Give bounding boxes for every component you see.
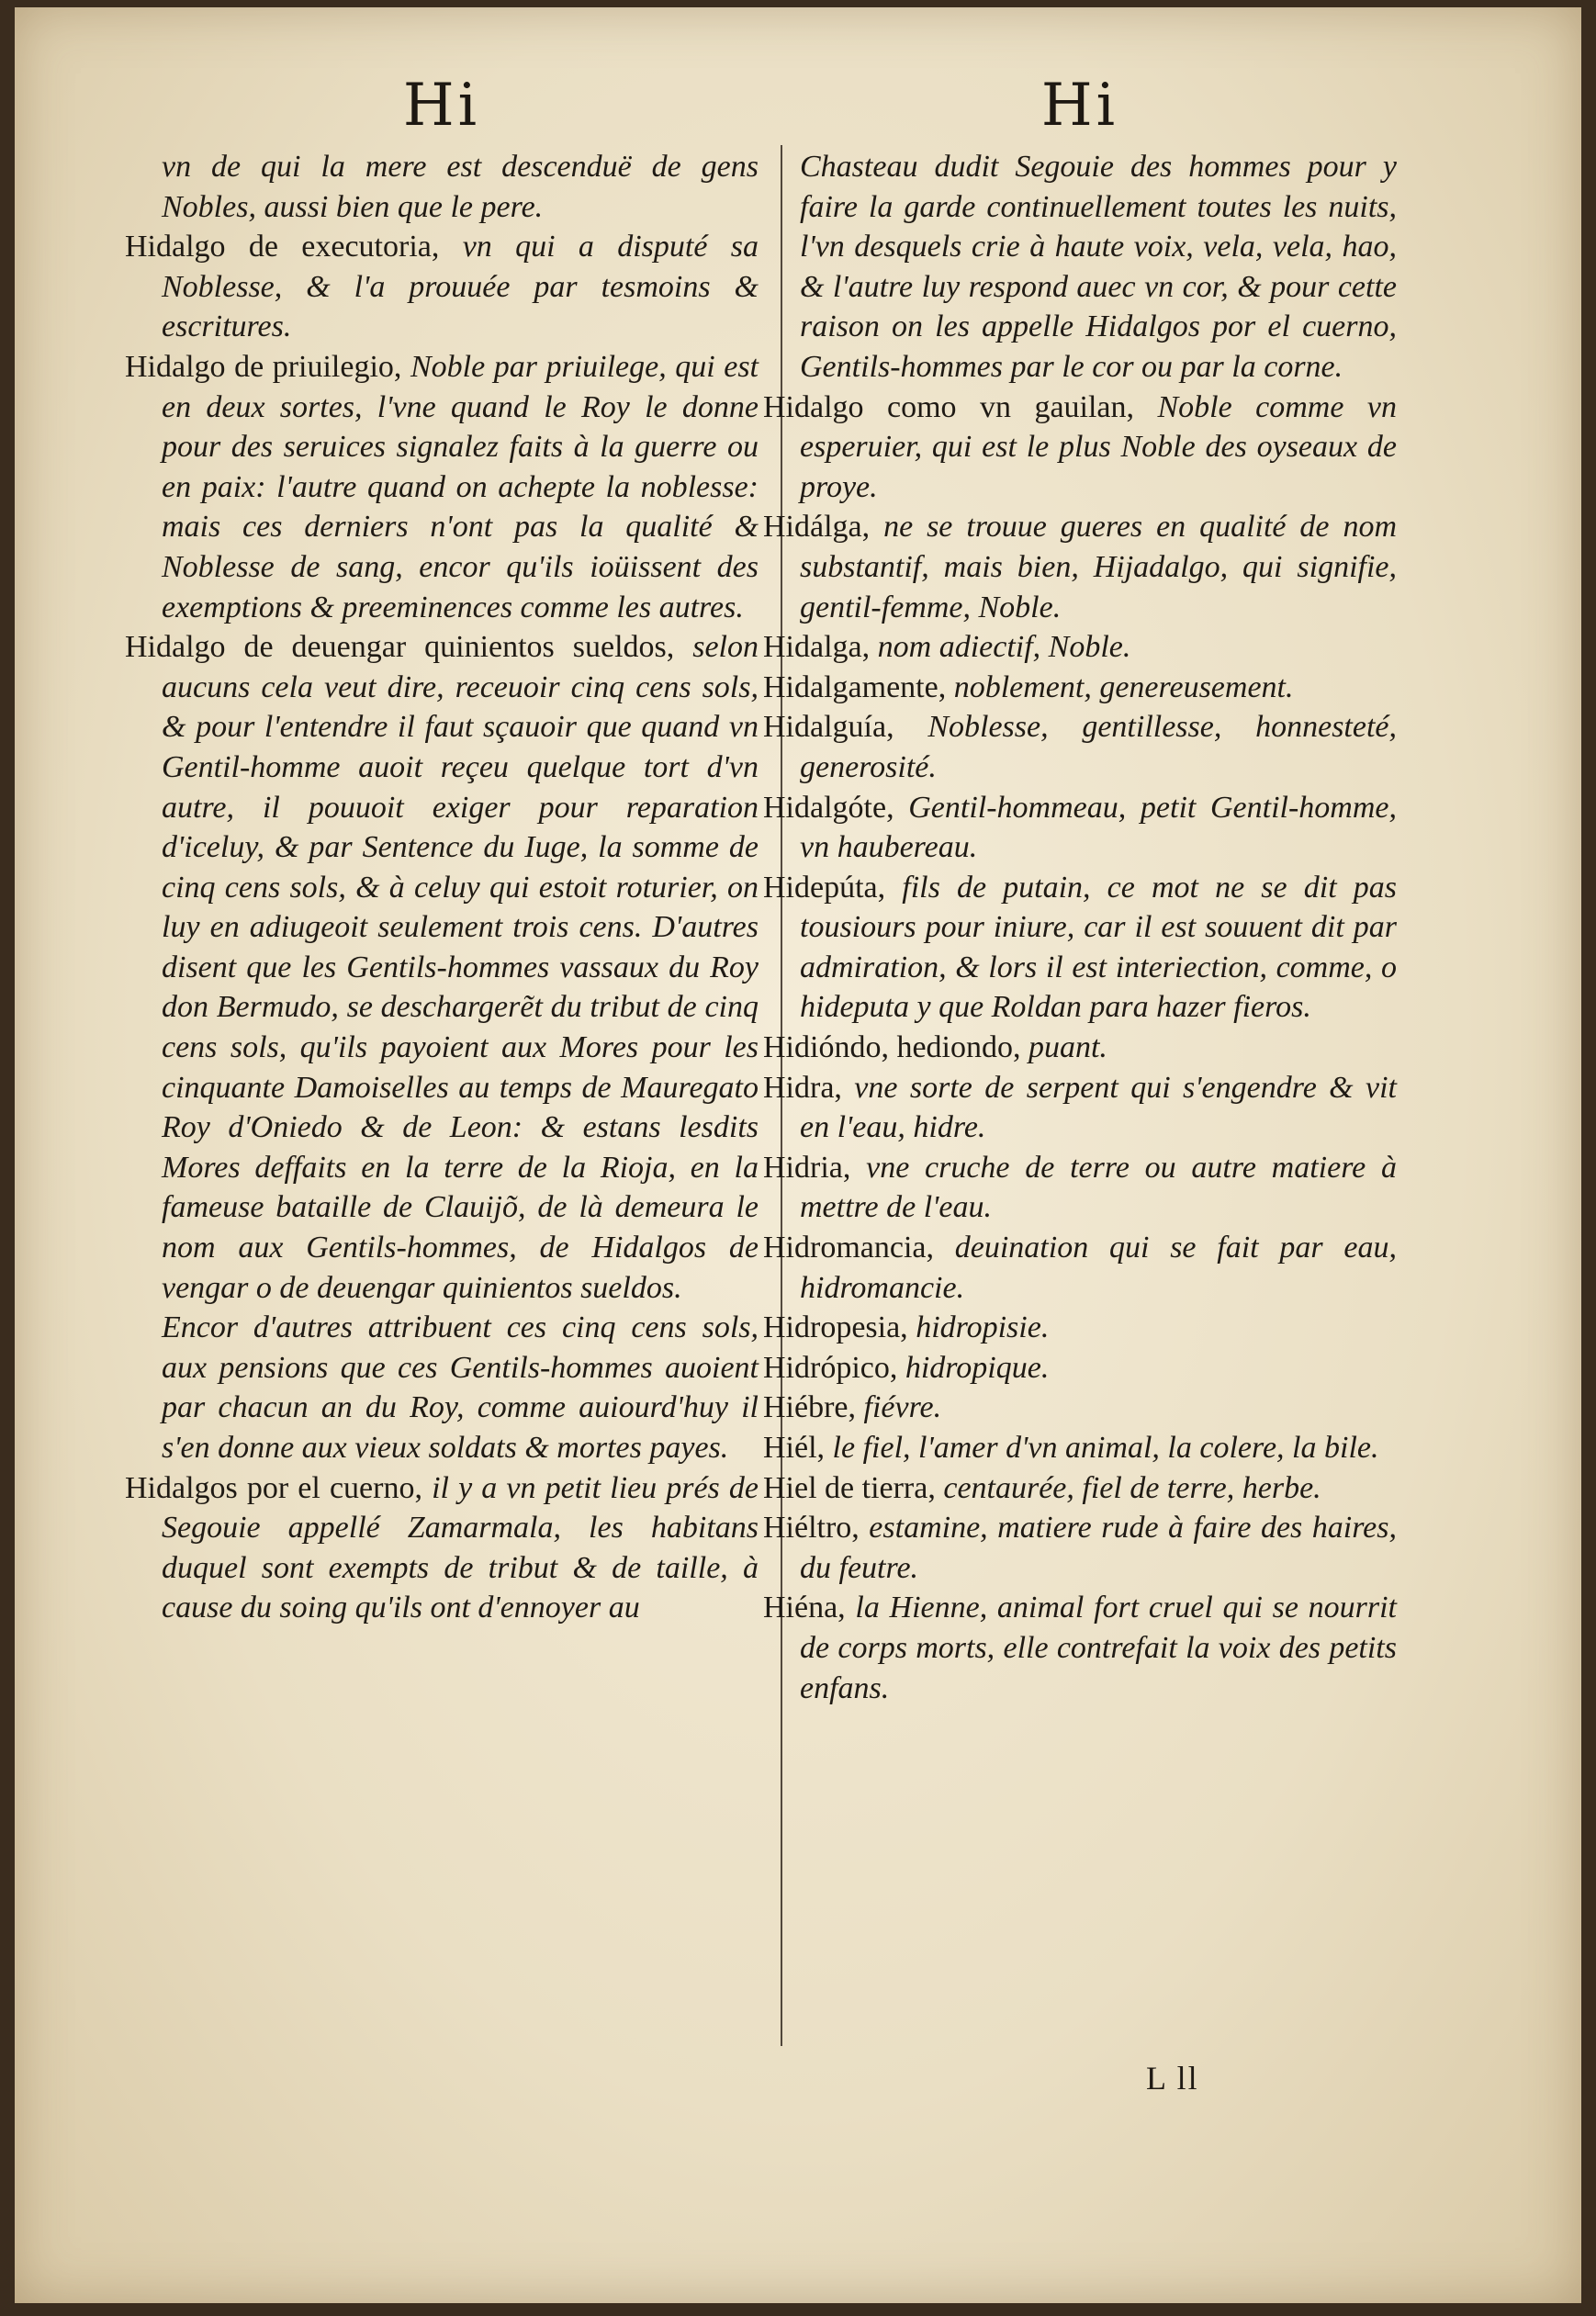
entry-headword: Hiel de tierra,: [763, 1470, 936, 1505]
entry-headword: Hidalguía,: [763, 710, 894, 745]
dictionary-entry: [763, 147, 1397, 388]
entry-definition: vn qui a disputé sa Noblesse, & l'a prouuée par tesmoins & escritures.: [162, 230, 759, 344]
entry-headword: Hidalgo de executoria,: [125, 230, 440, 264]
right-entries: [763, 147, 1397, 1708]
entry-definition: Chasteau dudit Segouie des hommes pour y faire la garde continuellement toutes les nuits, l'vn desquels crie à haute voix, vela, vela, hao, & l'autre luy respond auec vn cor, & pour cette raison on les appelle Hidalgos por el cuerno, Gentils-hommes par le cor ou par la corne.: [800, 150, 1397, 384]
dictionary-entry: [763, 507, 1397, 627]
entry-definition: vne cruche de terre ou autre matiere à mettre de l'eau.: [800, 1150, 1397, 1225]
entry-definition: Encor d'autres attribuent ces cinq cens sols, aux pensions que ces Gentils-hommes auoient par chacun an du Roy, comme auiourd'huy il s'en donne aux vieux soldats & mortes payes.: [162, 1310, 759, 1465]
entry-headword: Hidalgos por el cuerno,: [125, 1470, 422, 1505]
dictionary-entry: [763, 388, 1397, 508]
entry-headword: Hidalgo de priuilegio,: [125, 349, 402, 384]
entry-headword: Hidálga,: [763, 510, 871, 545]
entry-definition: vne sorte de serpent qui s'engendre & vit en l'eau, hidre.: [800, 1070, 1397, 1145]
dictionary-entry: [763, 1428, 1397, 1468]
entry-definition: hidropisie.: [907, 1310, 1050, 1345]
entry-definition: fiévre.: [856, 1390, 942, 1425]
entry-headword: Hidióndo, hediondo,: [763, 1030, 1021, 1065]
entry-definition: hidropique.: [897, 1350, 1050, 1385]
dictionary-entry: [125, 147, 759, 227]
dictionary-page: [15, 7, 1581, 2303]
dictionary-entry: [125, 227, 759, 347]
entry-definition: selon aucuns cela veut dire, receuoir cinq cens sols, & pour l'entendre il faut sçauoir que quand vn Gentil-homme auoit reçeu quelque tort d'vn autre, il pouuoit exiger pour reparation d'iceluy, & par Sentence du Iuge, la somme de cinq cens sols, & à celuy qui estoit roturier, on luy en adiugeoit seulement trois cens. D'autres disent que les Gentils-hommes vassaux du Roy don Bermudo, se deschargerẽt du tribut de cinq cens sols, qu'ils payoient aux Mores pour les cinquante Damoiselles au temps de Mauregato Roy d'Oniedo & de Leon: & estans lesdits Mores deffaits en la terre de la Rioja, en la fameuse bataille de Clauijõ, de là demeura le nom aux Gentils-hommes, de Hidalgos de vengar o de deuengar quinientos sueldos.: [162, 630, 759, 1305]
entry-headword: Hiél,: [763, 1431, 826, 1465]
entry-headword: Hidrópico,: [763, 1350, 898, 1385]
left-running-head: Hi: [402, 72, 481, 140]
dictionary-entry: [763, 868, 1397, 1028]
entry-definition: Gentil-hommeau, petit Gentil-homme, vn haubereau.: [800, 790, 1397, 865]
entry-headword: Hidra,: [763, 1070, 842, 1105]
entry-definition: il y a vn petit lieu prés de Segouie appellé Zamarmala, les habitans duquel sont exempts de tribut & de taille, à cause du soing qu'ils ont d'ennoyer au: [162, 1470, 759, 1625]
entry-definition: fils de putain, ce mot ne se dit pas tousiours pour iniure, car il est souuent dit par admiration, & lors il est interiection, comme, o hideputa y que Roldan para hazer fieros.: [800, 870, 1397, 1025]
entry-headword: Hiéltro,: [763, 1511, 860, 1546]
entry-headword: Hidalgo como vn gauilan,: [763, 389, 1135, 424]
left-entries: [125, 147, 759, 1628]
entry-headword: Hidalgamente,: [763, 669, 947, 704]
dictionary-entry: [763, 1388, 1397, 1428]
dictionary-entry: [763, 1468, 1397, 1509]
right-column: [763, 7, 1397, 2303]
entry-definition: le fiel, l'amer d'vn animal, la colere, la bile.: [825, 1431, 1379, 1465]
dictionary-entry: [763, 1068, 1397, 1148]
entry-definition: puant.: [1020, 1030, 1107, 1065]
dictionary-entry: [763, 1348, 1397, 1388]
dictionary-entry: [763, 1588, 1397, 1708]
left-column: [125, 7, 759, 2303]
entry-definition: noblement, genereusement.: [946, 669, 1294, 704]
entry-definition: estamine, matiere rude à faire des haires, du feutre.: [800, 1511, 1397, 1585]
entry-headword: Hiébre,: [763, 1390, 857, 1425]
entry-definition: Noble par priuilege, qui est en deux sortes, l'vne quand le Roy le donne pour des seruices signalez faits à la guerre ou en paix: l'autre quand on achepte la noblesse: mais ces derniers n'ont pas la qualité & Noblesse de sang, encor qu'ils ioüissent des exemptions & preeminences comme les autres.: [162, 349, 759, 624]
signature-mark: L ll: [1146, 2060, 1199, 2097]
entry-definition: deuination qui se fait par eau, hidromancie.: [800, 1231, 1397, 1305]
entry-headword: Hiéna,: [763, 1591, 846, 1625]
dictionary-entry: [125, 347, 759, 627]
dictionary-entry: [763, 1508, 1397, 1588]
dictionary-entry: [763, 707, 1397, 787]
entry-headword: Hidria,: [763, 1150, 851, 1185]
entry-definition: vn de qui la mere est descenduë de gens Nobles, aussi bien que le pere.: [162, 150, 759, 224]
right-running-head: Hi: [1040, 72, 1119, 140]
entry-headword: Hidalgo de deuengar quinientos sueldos,: [125, 630, 675, 665]
dictionary-entry: [763, 1028, 1397, 1068]
entry-headword: Hidalgóte,: [763, 790, 894, 825]
dictionary-entry: [763, 1148, 1397, 1228]
entry-definition: Noblesse, gentillesse, honnesteté, generosité.: [800, 710, 1397, 784]
entry-headword: Hidropesia,: [763, 1310, 908, 1345]
dictionary-entry: [125, 1468, 759, 1628]
dictionary-entry: [763, 1228, 1397, 1308]
entry-definition: Noble comme vn esperuier, qui est le plus Noble des oyseaux de proye.: [800, 389, 1397, 504]
dictionary-entry: [125, 1308, 759, 1467]
entry-headword: Hidepúta,: [763, 870, 886, 905]
dictionary-entry: [763, 1308, 1397, 1348]
entry-definition: la Hienne, animal fort cruel qui se nourrit de corps morts, elle contrefait la voix des petits enfans.: [800, 1591, 1397, 1705]
dictionary-entry: [763, 627, 1397, 668]
entry-definition: centaurée, fiel de terre, herbe.: [935, 1470, 1321, 1505]
entry-headword: Hidromancia,: [763, 1231, 934, 1265]
entry-definition: nom adiectif, Noble.: [870, 630, 1131, 665]
dictionary-entry: [763, 668, 1397, 708]
entry-headword: Hidalga,: [763, 630, 871, 665]
entry-definition: ne se trouue gueres en qualité de nom substantif, mais bien, Hijadalgo, qui signifie, gentil-femme, Noble.: [800, 510, 1397, 624]
dictionary-entry: [763, 788, 1397, 868]
dictionary-entry: [125, 627, 759, 1308]
